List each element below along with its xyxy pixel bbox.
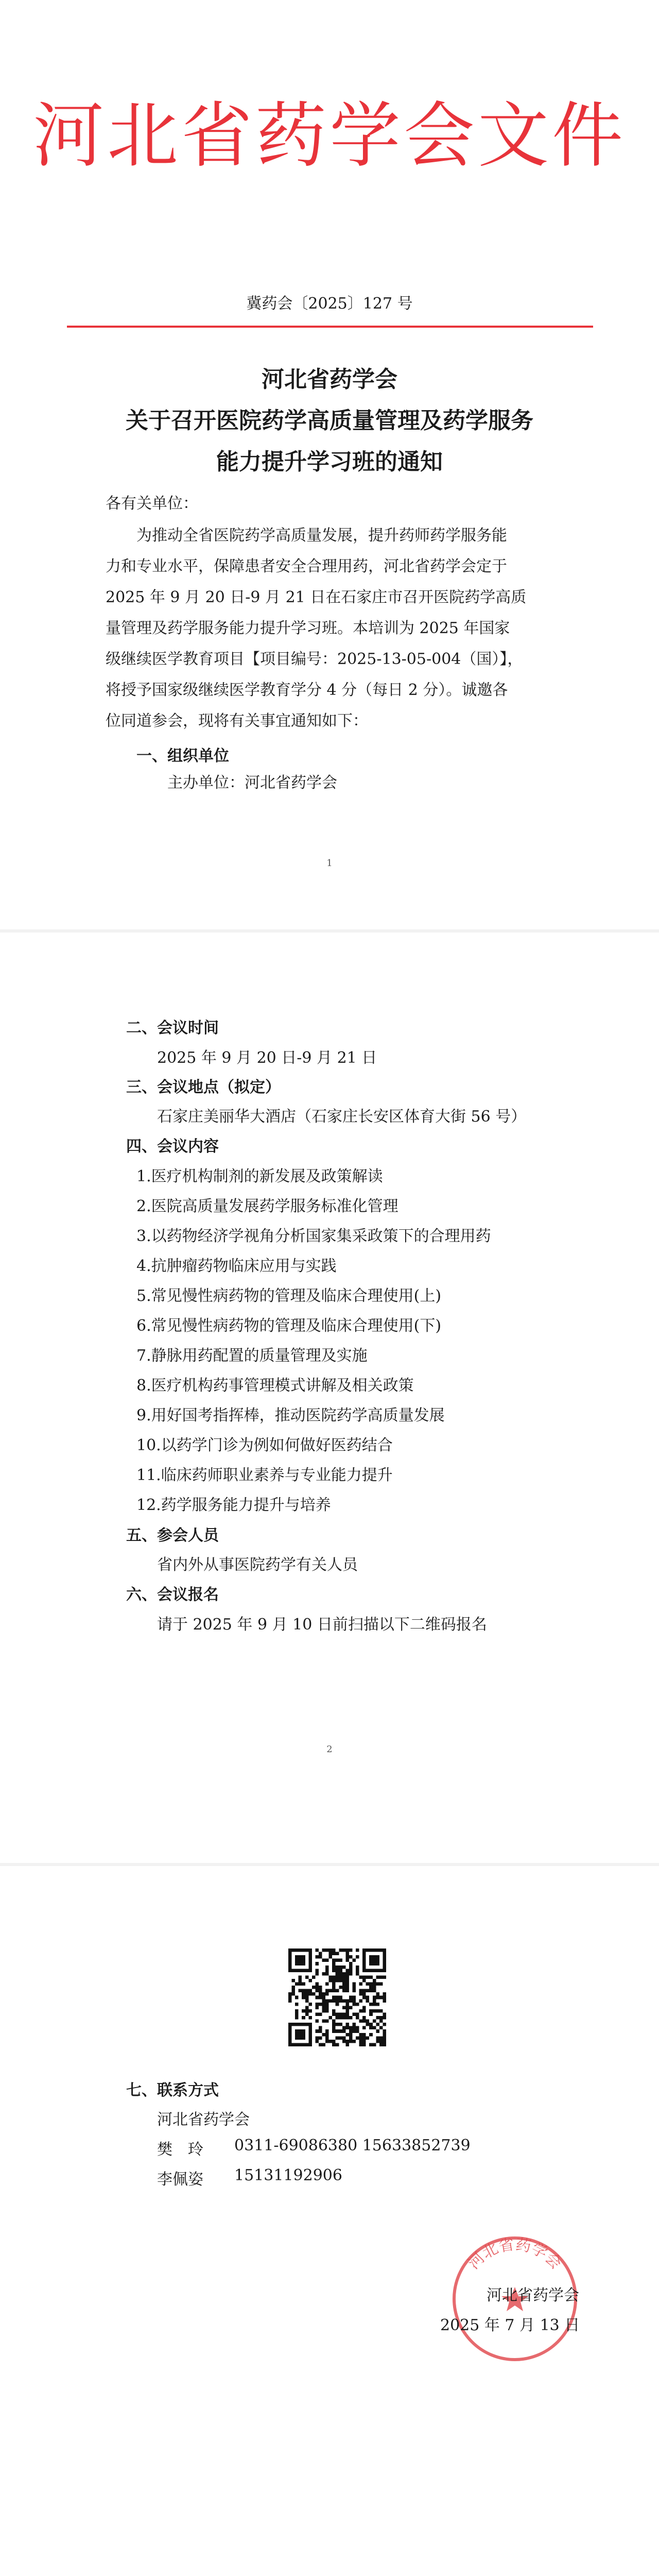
body-line-2: 力和专业水平，保障患者安全合理用药，河北省药学会定于 [106,557,507,575]
signature-organization: 河北省药学会 [487,2286,579,2304]
title-line-3: 能力提升学习班的通知 [216,449,443,475]
section-3-text: 石家庄美丽华大酒店（石家庄长安区体育大街 56 号） [157,1108,527,1126]
title-line-2: 关于召开医院药学高质量管理及药学服务 [126,408,533,434]
topic-item: 6.常见慢性病药物的管理及临床合理使用(下) [136,1317,442,1335]
topic-item: 4.抗肿瘤药物临床应用与实践 [136,1257,337,1275]
document-number: 冀药会〔2025〕127 号 [246,295,413,313]
topic-item: 10.以药学门诊为例如何做好医药结合 [136,1436,393,1454]
topic-item: 9.用好国考指挥棒，推动医院药学高质量发展 [136,1406,445,1425]
body-line-1: 为推动全省医院药学高质量发展，提升药师药学服务能 [136,527,507,545]
document-page-3 [0,1866,659,2576]
document-page-1 [0,0,659,929]
body-line-7: 位同道参会，现将有关事宜通知如下： [106,712,368,730]
topic-item: 3.以药物经济学视角分析国家集采政策下的合理用药 [136,1227,491,1245]
section-5-heading: 五、参会人员 [126,1527,219,1545]
document-page-2 [0,933,659,1863]
topic-item: 11.临床药师职业素养与专业能力提升 [136,1466,393,1484]
section-4-heading: 四、会议内容 [126,1138,219,1156]
contact-name: 李佩姿 [157,2171,203,2189]
section-6-text: 请于 2025 年 9 月 10 日前扫描以下二维码报名 [157,1616,487,1634]
contact-phone: 15131192906 [234,2166,342,2184]
title-line-1: 河北省药学会 [262,366,397,393]
signature-date: 2025 年 7 月 13 日 [440,2316,580,2334]
svg-text:河北省药学会: 河北省药学会 [464,2235,565,2273]
topic-item: 1.医疗机构制剂的新发展及政策解读 [136,1167,383,1185]
topic-item: 8.医疗机构药事管理模式讲解及相关政策 [136,1377,414,1395]
body-line-3: 2025 年 9 月 20 日-9 月 21 日在石家庄市召开医院药学高质 [106,588,527,606]
document-header: 河北省药学会文件 [32,94,626,177]
contact-name: 樊 玲 [157,2141,203,2159]
section-3-heading: 三、会议地点（拟定） [126,1078,281,1096]
page-number-2: 2 [326,1744,333,1755]
body-line-4: 量管理及药学服务能力提升学习班。本培训为 2025 年国家 [106,619,510,637]
topic-item: 5.常见慢性病药物的管理及临床合理使用(上) [136,1287,442,1305]
section-2-heading: 二、会议时间 [126,1019,219,1037]
topic-item: 2.医院高质量发展药学服务标准化管理 [136,1197,398,1215]
red-divider [67,326,593,328]
contact-organization: 河北省药学会 [157,2111,250,2129]
contact-phone: 0311-69086380 15633852739 [234,2137,471,2155]
topic-item: 12.药学服务能力提升与培养 [136,1496,331,1514]
section-1-text: 主办单位：河北省药学会 [167,774,337,792]
section-1-heading: 一、组织单位 [136,747,229,765]
body-line-5: 级继续医学教育项目【项目编号：2025-13-05-004（国）】， [106,650,523,668]
section-6-heading: 六、会议报名 [126,1586,219,1604]
topic-item: 7.静脉用药配置的质量管理及实施 [136,1347,368,1365]
section-5-text: 省内外从事医院药学有关人员 [157,1556,358,1574]
salutation: 各有关单位： [106,495,198,513]
section-7-heading: 七、联系方式 [126,2081,219,2099]
page-number-1: 1 [326,858,333,869]
section-2-text: 2025 年 9 月 20 日-9 月 21 日 [157,1049,377,1067]
body-line-6: 将授予国家级继续医学教育学分 4 分（每日 2 分）。诚邀各 [106,681,508,699]
registration-qr-code[interactable] [288,1948,386,2046]
